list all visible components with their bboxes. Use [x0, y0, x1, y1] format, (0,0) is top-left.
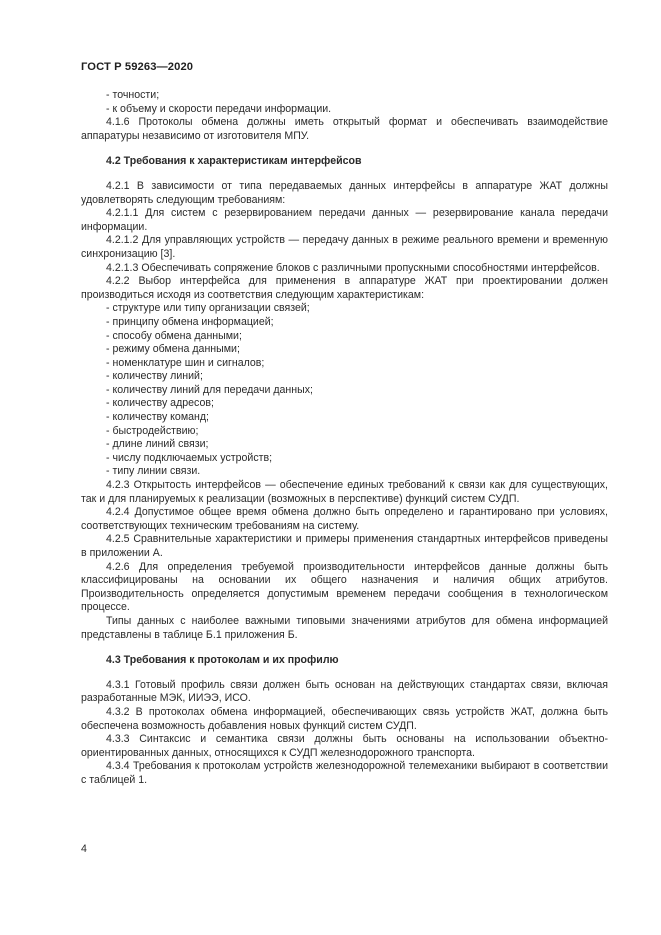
paragraph: 4.3.1 Готовый профиль связи должен быть основан на действующих стандартах связи, включая разработанные МЭК, ИИЭЭ, ИСО. [81, 678, 608, 705]
page-number: 4 [81, 843, 87, 855]
paragraph: Типы данных с наиболее важными типовыми значениями атрибутов для обмена информацией представлены в таблице Б.1 приложения Б. [81, 614, 608, 641]
paragraph: 4.2.2 Выбор интерфейса для применения в аппаратуре ЖАТ при проектировании должен производиться исходя из соответствия следующим характеристикам: [81, 275, 608, 301]
list-item: - режиму обмена данными; [106, 343, 240, 356]
body-text [81, 89, 608, 788]
section-heading: 4.3 Требования к протоколам и их профилю [106, 654, 339, 667]
section-heading: 4.2 Требования к характеристикам интерфейсов [106, 155, 362, 168]
paragraph: 4.2.1.3 Обеспечивать сопряжение блоков с различными пропускными способностями интерфейсов. [106, 261, 600, 274]
paragraph: 4.2.1.1 Для систем с резервированием передачи данных — резервирование канала передачи информации. [81, 207, 608, 233]
list-item: - количеству линий для передачи данных; [106, 383, 313, 396]
paragraph: 4.1.6 Протоколы обмена должны иметь открытый формат и обеспечивать взаимодействие аппаратуры независимо от изготовителя МПУ. [81, 116, 608, 142]
list-item: - номенклатуре шин и сигналов; [106, 356, 265, 369]
paragraph: 4.3.2 В протоколах обмена информацией, обеспечивающих связь устройств ЖАТ, должна быть обеспечена возможность добавления новых функций систем СУДП. [81, 705, 608, 732]
list-item: - структуре или типу организации связей; [106, 302, 310, 315]
paragraph: 4.2.3 Открытость интерфейсов — обеспечение единых требований к связи как для существующих, так и для планируемых к реализации (возможных в перспективе) функций систем СУДП. [81, 479, 608, 505]
list-item: - принципу обмена информацией; [106, 315, 274, 328]
paragraph: 4.2.5 Сравнительные характеристики и примеры применения стандартных интерфейсов приведены в приложении А. [81, 533, 608, 559]
list-item: - количеству линий; [106, 370, 203, 383]
list-item: - типу линии связи. [106, 465, 201, 478]
list-item: - быстродействию; [106, 424, 199, 437]
list-item: - числу подключаемых устройств; [106, 451, 273, 464]
list-item: - количеству команд; [106, 411, 209, 424]
list-item: - точности; [106, 89, 160, 101]
list-item: - к объему и скорости передачи информации. [106, 102, 332, 115]
list-item: - количеству адресов; [106, 397, 214, 410]
paragraph: 4.3.4 Требования к протоколам устройств железнодорожной телемеханики выбирают в соответствии с таблицей 1. [81, 760, 608, 786]
paragraph: 4.2.1.2 Для управляющих устройств — передачу данных в режиме реального времени и временную синхронизацию [3]. [81, 234, 608, 260]
list-item: - длине линий связи; [106, 438, 209, 451]
list-item: - способу обмена данными; [106, 329, 242, 342]
standard-header: ГОСТ Р 59263—2020 [81, 61, 194, 73]
paragraph: 4.3.3 Синтаксис и семантика связи должны быть основаны на использовании объектно-ориентированных данных, относящихся к СУДП железнодорожного транспорта. [81, 733, 608, 759]
paragraph: 4.2.1 В зависимости от типа передаваемых данных интерфейсы в аппаратуре ЖАТ должны удовлетворять следующим требованиям: [81, 179, 608, 206]
paragraph: 4.2.6 Для определения требуемой производительности интерфейсов данные должны быть классифицированы на основании их общего назначения и наличия общих атрибутов. Производительность определяется допустимым временем передачи сообщения в технологическом процессе. [81, 560, 608, 614]
paragraph: 4.2.4 Допустимое общее время обмена должно быть определено и гарантировано при условиях, соответствующих техническим требованиям на систему. [81, 506, 608, 532]
